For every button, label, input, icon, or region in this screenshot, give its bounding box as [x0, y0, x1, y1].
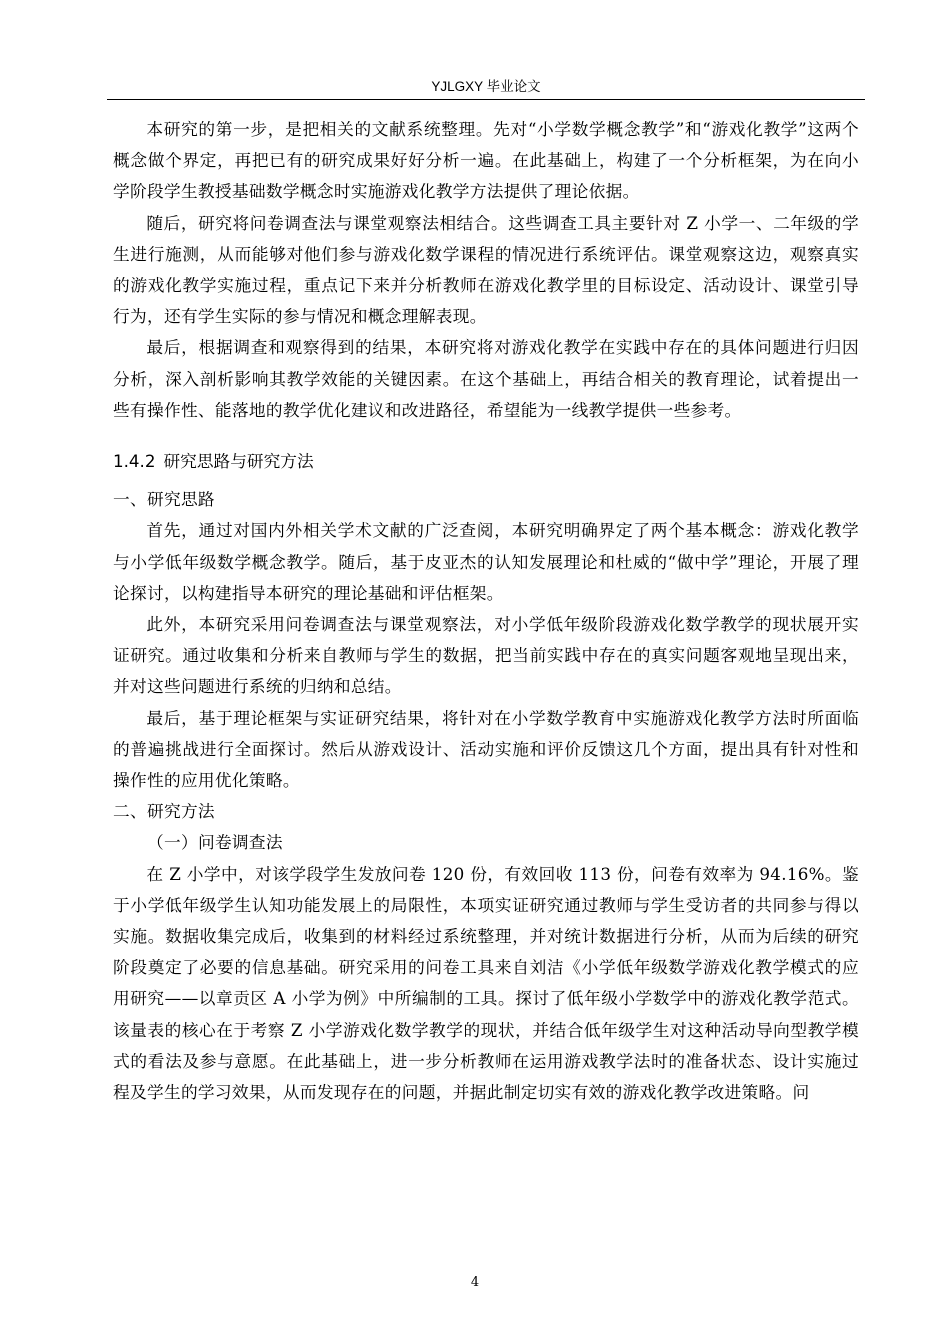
part1-paragraph-2: 此外，本研究采用问卷调查法与课堂观察法，对小学低年级阶段游戏化数学教学的现状展开实证研究。通过收集和分析来自教师与学生的数据，把当前实践中存在的真实问题客观地呈现出来，并对这些问题进行系统的归纳和总结。 [113, 614, 859, 697]
part1-paragraph-1: 首先，通过对国内外相关学术文献的广泛查阅，本研究明确界定了两个基本概念：游戏化教学与小学低年级数学概念教学。随后，基于皮亚杰的认知发展理论和杜威的“做中学”理论，开展了理论探讨，以构建指导本研究的理论基础和评估框架。 [113, 520, 859, 603]
page-header-title: YJLGXY 毕业论文 [431, 79, 541, 94]
section-title: 研究思路与研究方法 [163, 451, 314, 472]
section-number: 1.4.2 [113, 451, 156, 472]
part2-heading: 二、研究方法 [113, 801, 215, 822]
part1-paragraph-3: 最后，基于理论框架与实证研究结果，将针对在小学数学教育中实施游戏化教学方法时所面临的普遍挑战进行全面探讨。然后从游戏设计、活动实施和评价反馈这几个方面，提出具有针对性和操作性的应用优化策略。 [113, 707, 859, 791]
intro-paragraph-2: 随后，研究将问卷调查法与课堂观察法相结合。这些调查工具主要针对 Z 小学一、二年级的学生进行施测，从而能够对他们参与游戏化数学课程的情况进行系统评估。课堂观察这边，观察真实的游戏化教学实施过程，重点记下来并分析教师在游戏化教学里的目标设定、活动设计、课堂引导行为，还有学生实际的参与情况和概念理解表现。 [113, 212, 859, 327]
page-number: 4 [470, 1275, 480, 1290]
document-body [113, 114, 859, 1108]
intro-paragraph-1: 本研究的第一步，是把相关的文献系统整理。先对“小学数学概念教学”和“游戏化教学”这两个概念做个界定，再把已有的研究成果好好分析一遍。在此基础上，构建了一个分析框架，为在向小学阶段学生教授基础数学概念时实施游戏化教学方法提供了理论依据。 [113, 119, 859, 202]
header-divider [107, 99, 865, 100]
part2-subheading: （一）问卷调查法 [147, 832, 283, 853]
intro-paragraph-3: 最后，根据调查和观察得到的结果，本研究将对游戏化教学在实践中存在的具体问题进行归因分析，深入剖析影响其教学效能的关键因素。在这个基础上，再结合相关的教育理论，试着提出一些有操作性、能落地的教学优化建议和改进路径，希望能为一线教学提供一些参考。 [113, 337, 859, 420]
part1-heading: 一、研究思路 [113, 489, 215, 510]
section-heading [113, 446, 859, 477]
part2-paragraph: 在 Z 小学中，对该学段学生发放问卷 120 份，有效回收 113 份，问卷有效率为 94.16%。鉴于小学低年级学生认知功能发展上的局限性，本项实证研究通过教师与学生受访者的共同参与得以实施。数据收集完成后，收集到的材料经过系统整理，并对统计数据进行分析，从而为后续的研究阶段奠定了必要的信息基础。研究采用的问卷工具来自刘洁《小学低年级数学游戏化教学模式的应用研究——以章贡区 A 小学为例》中所编制的工具。探讨了低年级小学数学中的游戏化教学范式。该量表的核心在于考察 Z 小学游戏化数学教学的现状，并结合低年级学生对这种活动导向型教学模式的看法及参与意愿。在此基础上，进一步分析教师在运用游戏教学法时的准备状态、设计实施过程及学生的学习效果，从而发现存在的问题，并据此制定切实有效的游戏化教学改进策略。问 [113, 863, 859, 1103]
